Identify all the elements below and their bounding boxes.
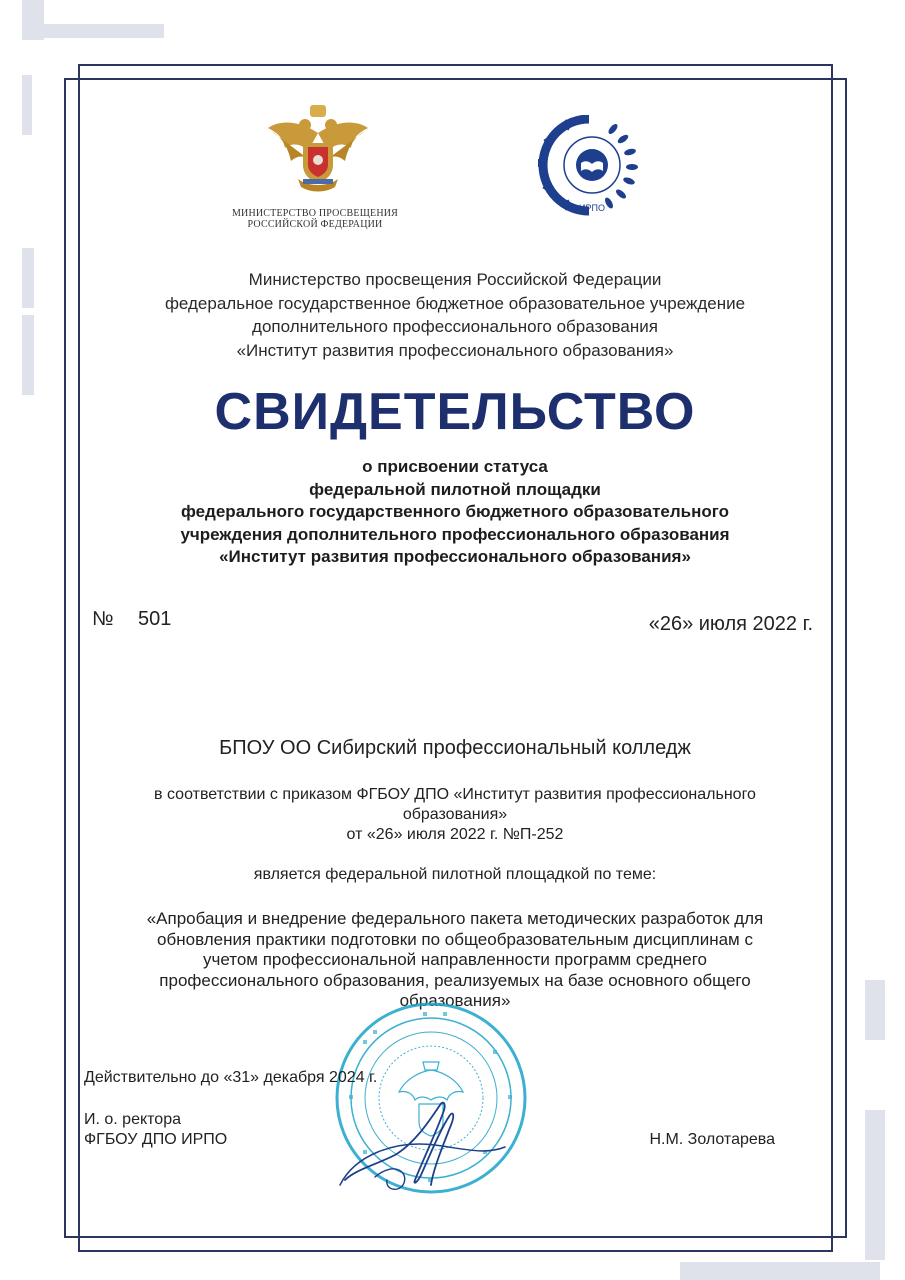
status-text: является федеральной пилотной площадкой по теме:: [253, 866, 657, 883]
certificate-number: 501: [138, 608, 172, 630]
signer-name: Н.М. Золотарева: [649, 1131, 775, 1148]
theme-line: обновления практики подготовки по общеобразовательным дисциплинам с: [157, 929, 753, 949]
subtitle-line: учреждения дополнительного профессионального образования: [180, 524, 730, 544]
issuer-line: дополнительного профессионального образования: [252, 317, 658, 336]
corner-decoration: [865, 980, 885, 1040]
issuer-header: [80, 268, 830, 362]
handwritten-signature-icon: [335, 1085, 515, 1195]
signer-position: [84, 1110, 227, 1150]
valid-until: Действительно до «31» декабря 2024 г.: [84, 1069, 378, 1086]
order-line: образования»: [402, 806, 508, 823]
theme-line: учетом профессиональной направленности программ среднего: [202, 950, 707, 969]
issue-date: «26» июля 2022 г.: [648, 613, 813, 635]
signer-position-line: ФГБОУ ДПО ИРПО: [84, 1131, 228, 1148]
ministry-caption: [215, 208, 415, 230]
coat-of-arms-icon: [263, 103, 373, 193]
corner-decoration: [22, 0, 44, 40]
order-reference: [80, 785, 830, 845]
corner-decoration: [44, 24, 164, 38]
irpo-emblem-icon: [535, 115, 643, 217]
theme-line: образования»: [399, 991, 511, 1010]
signer-position-line: И. о. ректора: [84, 1111, 181, 1128]
issuer-line: «Институт развития профессионального образования»: [236, 340, 674, 360]
corner-decoration: [22, 315, 34, 395]
theme-line: «Апробация и внедрение федерального пакета методических разработок для: [146, 909, 764, 928]
subtitle-line: федерального государственного бюджетного образовательного: [180, 502, 730, 521]
ministry-caption-line2: РОССИЙСКОЙ ФЕДЕРАЦИИ: [247, 219, 383, 230]
order-line: от «26» июля 2022 г. №П-252: [346, 826, 564, 843]
corner-decoration: [22, 248, 34, 308]
corner-decoration: [680, 1262, 880, 1280]
subtitle-line: о присвоении статуса: [362, 457, 548, 476]
corner-decoration: [22, 75, 32, 135]
corner-decoration: [865, 1110, 885, 1260]
project-theme: [80, 909, 830, 1012]
number-label: №: [92, 608, 114, 630]
subtitle-line: «Институт развития профессионального образования»: [219, 547, 691, 566]
issuer-line: Министерство просвещения Российской Федерации: [248, 270, 662, 289]
ministry-caption-line1: МИНИСТЕРСТВО ПРОСВЕЩЕНИЯ: [231, 208, 399, 219]
subtitle-line: федеральной пилотной площадки: [309, 479, 601, 499]
certificate-title: СВИДЕТЕЛЬСТВО: [214, 383, 696, 441]
order-line: в соответствии с приказом ФГБОУ ДПО «Институт развития профессионального: [154, 786, 756, 803]
issuer-line: федеральное государственное бюджетное образовательное учреждение: [164, 293, 746, 313]
certificate-subtitle: [80, 456, 830, 569]
theme-line: профессионального образования, реализуемых на базе основного общего: [159, 970, 751, 990]
organization-name: БПОУ ОО Сибирский профессиональный колледж: [219, 737, 691, 759]
irpo-emblem-label: ИРПО: [579, 203, 605, 213]
